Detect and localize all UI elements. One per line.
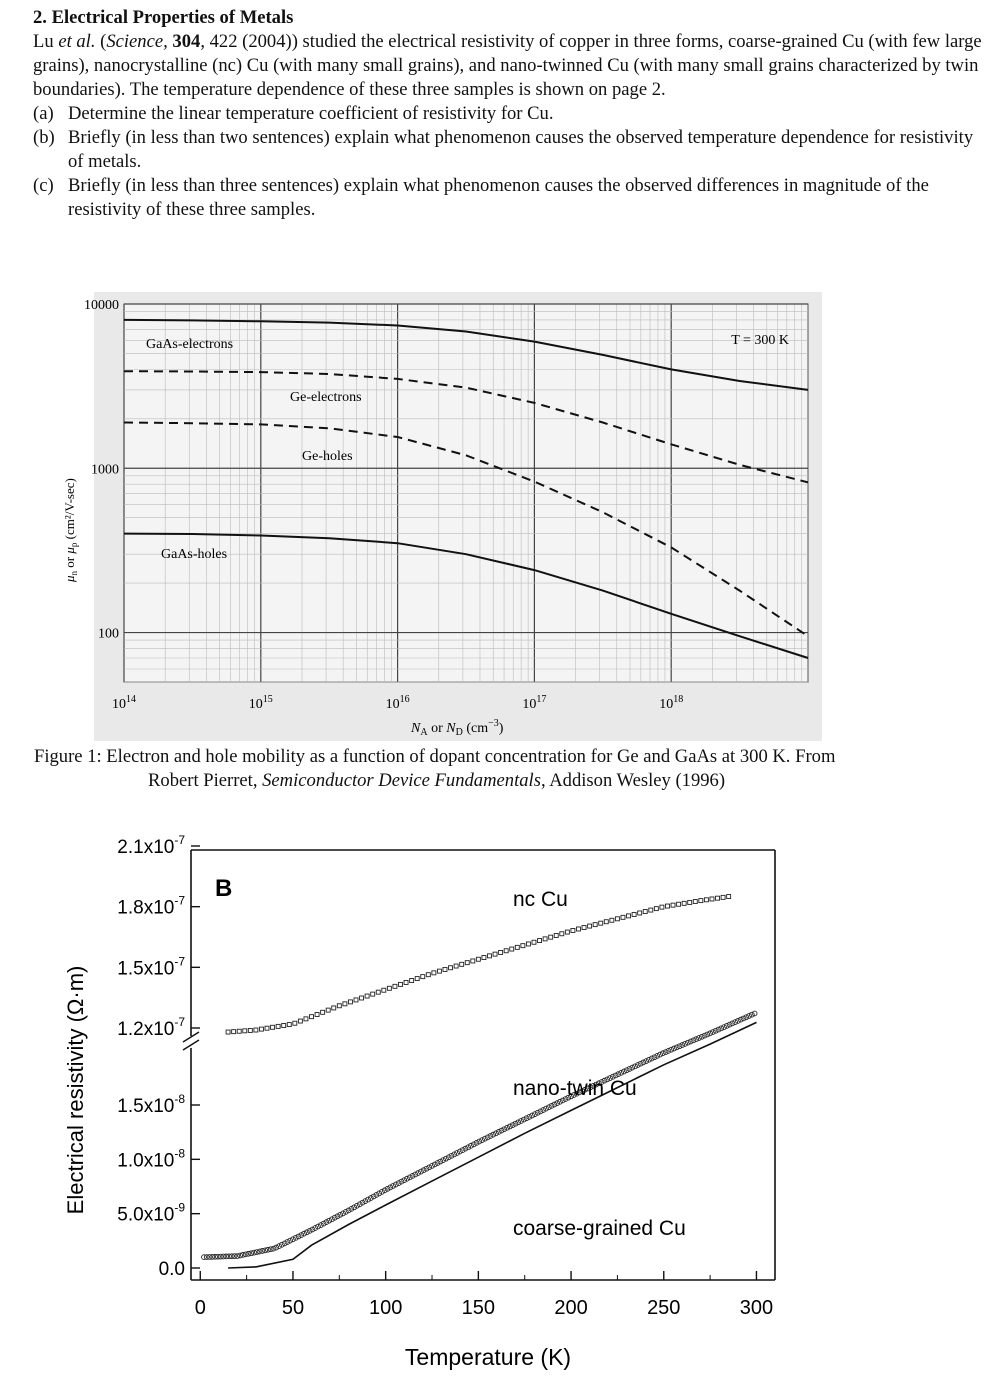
y-axis-title-text [62,478,79,583]
nc-cu-point [716,896,720,900]
nc-cu-point [404,980,408,984]
series-label-coarse-grained-cu: coarse-grained Cu [513,1217,686,1240]
nc-cu-point [660,905,664,909]
x-title-na: N [411,721,421,736]
intro-author: Lu [33,31,54,52]
nc-cu-point [293,1021,297,1025]
nc-cu-point [265,1026,269,1030]
nc-cu-point [437,969,441,973]
nc-cu-point [671,903,675,907]
temperature-label: T = 300 K [731,333,789,348]
nc-cu-point [326,1008,330,1012]
question-part-c [33,174,988,222]
intro-paren: ( [95,31,107,52]
nc-cu-point [276,1024,280,1028]
nc-cu-point [376,990,380,994]
caption-line2 [34,769,854,793]
nc-cu-point [449,966,453,970]
y-tick-label: $2.1x10^{-7}$ [117,833,185,858]
caption-line1: Figure 1: Electron and hole mobility as a function of dopant concentration for Ge and GaAs at 300 K. From [34,746,836,767]
nc-cu-point [521,944,525,948]
intro-journal: Science, [106,31,168,52]
x-title-unit-exp: −3 [488,718,499,729]
nc-cu-point [693,900,697,904]
intro-etal: et al. [58,31,96,52]
y-title-p: p [69,542,79,548]
part-label: (c) [33,175,54,196]
nc-cu-point [259,1027,263,1031]
nc-cu-point [343,1002,347,1006]
data-points [202,895,757,1268]
x-tick-label: $10^{17}$ [522,694,547,712]
y-tick-label: $1.2x10^{-7}$ [117,1015,185,1040]
x-tick-label: $10^{15}$ [248,694,273,712]
nc-cu-point [243,1029,247,1033]
x-tick-label: 0 [194,1297,206,1319]
nc-cu-point [526,942,530,946]
x-title-d-sub: D [455,727,463,738]
part-text: Briefly (in less than two sentences) explain what phenomenon causes the observed temperature dependence for resistivity of metals. [68,127,974,172]
caption-book: Semiconductor Device Fundamentals [262,770,541,791]
intro-rest: , 422 (2004)) studied the electrical resistivity of copper in three forms, coarse-grained Cu (with few large grains), nanocrystalline (nc) Cu (with many small grains), and nano-twinned Cu (with many small grains characterized by twin boundaries). The temperature dependence of these three samples is shown on page 2. [33,31,982,100]
x-title-close: ) [498,721,504,736]
part-text: Determine the linear temperature coefficient of resistivity for Cu. [68,103,554,124]
nc-cu-point [321,1010,325,1014]
part-text: Briefly (in less than three sentences) explain what phenomenon causes the observed differences in magnitude of the resistivity of these three samples. [68,175,929,220]
panel-label: B [215,875,233,902]
nc-cu-point [599,921,603,925]
nc-cu-point [677,902,681,906]
nc-cu-point [332,1006,336,1010]
mobility-chart-svg [62,292,822,741]
y-tick-label: 100 [98,626,119,642]
caption-publisher: , Addison Wesley (1996) [540,770,726,791]
nc-cu-point [649,908,653,912]
x-tick-label: 200 [554,1297,588,1319]
nc-cu-point [538,939,542,943]
part-label: (a) [33,103,54,124]
x-tick-label: 300 [739,1297,774,1319]
figure1-mobility-chart [62,292,822,741]
nc-cu-point [560,932,564,936]
y-tick-label: $5.0x10^{-9}$ [117,1200,185,1226]
nc-cu-point [665,904,669,908]
part-label: (b) [33,127,55,148]
y-title-or: or [62,553,77,571]
nc-cu-point [315,1012,319,1016]
plot-frame [183,850,775,1280]
nc-cu-point [565,930,569,934]
nc-cu-point [298,1019,302,1023]
x-tick-label: 50 [281,1297,305,1319]
nc-cu-point [354,998,358,1002]
intro-volume: 304 [172,31,201,52]
nc-cu-point [304,1017,308,1021]
y-axis-title: Electrical resistivity (Ω·m) [63,965,88,1215]
nc-cu-point [282,1023,286,1027]
nc-cu-point [287,1023,291,1027]
nc-cu-point [704,898,708,902]
series-label-gaas-holes: GaAs-holes [161,547,228,562]
series-label-gaas-electrons: GaAs-electrons [146,337,234,352]
series-label-nc-cu: nc Cu [513,888,568,911]
nc-cu-point [504,949,508,953]
nc-cu-point [360,996,364,1000]
nc-cu-point [426,973,430,977]
nc-cu-point [610,918,614,922]
nc-cu-point [643,910,647,914]
nc-cu-point [588,924,592,928]
nc-cu-point [476,957,480,961]
question-intro [33,30,988,102]
nc-cu-point [371,992,375,996]
nc-cu-point [554,933,558,937]
nc-cu-point [615,917,619,921]
y-title-mu-p: μ [62,547,77,554]
x-title-or: or [427,721,447,736]
x-axis-title: Temperature (K) [404,1344,572,1370]
resistivity-chart-svg [55,820,785,1385]
y-tick-label: $1.5x10^{-7}$ [117,954,185,980]
y-tick-label: $1.5x10^{-8}$ [117,1092,185,1117]
nc-cu-point [382,988,386,992]
nc-cu-point [627,914,631,918]
x-title-unit: (cm [462,721,489,736]
nc-cu-point [487,954,491,958]
nc-cu-point [310,1015,314,1019]
x-tick-label: 150 [461,1297,496,1319]
nc-cu-point [549,935,553,939]
question-text [33,6,988,222]
nc-cu-point [232,1030,236,1034]
y-tick-label: 10000 [84,298,119,313]
nc-cu-point [593,923,597,927]
nc-cu-point [460,962,464,966]
nc-cu-point [543,937,547,941]
nc-cu-point [443,967,447,971]
caption-author: Robert Pierret, [148,770,263,791]
nc-cu-point [493,952,497,956]
nc-cu-point [432,971,436,975]
nc-cu-point [482,956,486,960]
nc-cu-point [348,1000,352,1004]
nc-cu-point [654,907,658,911]
nc-cu-point [465,961,469,965]
series-label-ge-electrons: Ge-electrons [290,390,362,405]
nc-cu-point [632,912,636,916]
y-title-mu-n: μ [62,575,77,582]
nc-cu-point [510,947,514,951]
y-tick-label: $1.0x10^{-8}$ [117,1146,185,1172]
nc-cu-point [410,979,414,983]
nc-cu-point [471,959,475,963]
series-label-ge-holes: Ge-holes [302,449,353,464]
y-tick-label: $1.8x10^{-7}$ [117,893,185,919]
nc-cu-point [532,940,536,944]
nc-cu-point [721,895,725,899]
x-tick-label: 100 [368,1297,403,1319]
nc-cu-point [576,927,580,931]
y-title-unit: (cm²/V-sec) [62,478,77,543]
nc-cu-point [571,928,575,932]
nc-cu-point [415,977,419,981]
nc-cu-point [254,1028,258,1032]
nc-cu-point [710,897,714,901]
nc-cu-point [499,950,503,954]
nc-cu-point [682,901,686,905]
x-title-nd: N [446,721,456,736]
question-part-b [33,126,988,174]
x-title-a-sub: A [420,727,428,738]
x-tick-label: $10^{18}$ [659,694,684,712]
nc-cu-point [515,945,519,949]
nc-cu-point [387,986,391,990]
x-tick-label: 250 [647,1297,681,1319]
question-title: 2. Electrical Properties of Metals [33,7,294,28]
x-tick-label: $10^{14}$ [112,694,136,712]
y-tick-label: 0.0 [158,1259,185,1280]
nc-cu-point [421,975,425,979]
nc-cu-point [393,984,397,988]
nc-cu-point [688,900,692,904]
y-tick-label: 1000 [91,462,119,478]
nc-cu-point [271,1025,275,1029]
nc-cu-point [226,1030,230,1034]
x-axis-title [410,718,504,738]
nc-cu-point [365,994,369,998]
x-tick-label: $10^{16}$ [385,694,410,712]
series-label-nano-twin-cu: nano-twin Cu [513,1077,637,1100]
nc-cu-point [638,911,642,915]
nc-cu-point [727,895,731,899]
figure2-resistivity-chart [55,820,785,1390]
nc-cu-point [604,920,608,924]
nc-cu-point [398,982,402,986]
nc-cu-point [699,899,703,903]
nc-cu-point [248,1028,252,1032]
y-title-n: n [69,570,79,576]
figure1-caption [34,745,854,793]
nc-cu-point [337,1004,341,1008]
nc-cu-point [621,915,625,919]
nc-cu-point [582,926,586,930]
nc-cu-point [237,1029,241,1033]
question-part-a [33,102,988,126]
nc-cu-point [454,964,458,968]
